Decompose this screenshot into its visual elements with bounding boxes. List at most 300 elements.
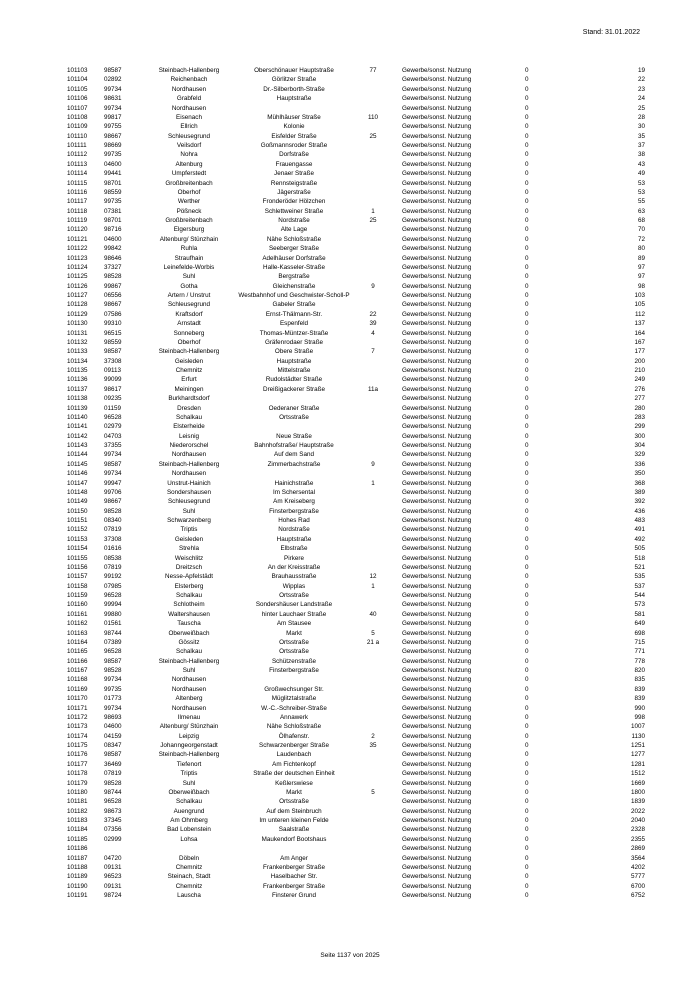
city-cell: Erfurt <box>181 376 197 384</box>
area-cell: 436 <box>634 507 645 515</box>
street-cell: Schwarzenberger Straße <box>259 742 329 749</box>
zero-cell: 0 <box>525 582 529 590</box>
area-cell: 990 <box>634 704 645 712</box>
house-number-cell <box>354 338 392 347</box>
area-cell: 249 <box>634 376 645 384</box>
id-cell: 101179 <box>67 779 88 787</box>
table-row <box>63 291 645 300</box>
plz-cell: 07381 <box>104 207 122 215</box>
street-cell: Gabeler Straße <box>272 301 316 309</box>
usage-cell: Gewerbe/sonst. Nutzung <box>402 329 472 337</box>
id-cell: 101121 <box>67 235 88 243</box>
city-cell: Geisleden <box>174 535 204 543</box>
zero-cell: 0 <box>525 273 529 281</box>
city-cell: Triptis <box>180 770 198 778</box>
house-number-cell: 4 <box>371 329 375 337</box>
house-number-cell <box>354 507 392 516</box>
id-cell: 101118 <box>67 207 88 215</box>
zero-cell: 0 <box>525 376 529 384</box>
area-cell: 491 <box>634 526 645 534</box>
id-cell: 101187 <box>67 854 88 862</box>
plz-cell: 96523 <box>104 873 122 881</box>
table-body <box>63 66 645 900</box>
street-cell: Rennsteigstraße <box>270 179 318 187</box>
plz-cell: 98716 <box>104 226 122 234</box>
house-number-cell <box>354 704 392 713</box>
city-cell: Johanngeorgenstadt <box>160 742 218 749</box>
street-cell: Auf dem Sand <box>274 451 314 459</box>
house-number-cell <box>354 779 392 788</box>
usage-cell: Gewerbe/sonst. Nutzung <box>402 545 472 553</box>
usage-cell: Gewerbe/sonst. Nutzung <box>402 310 472 318</box>
city-cell: Oberhof <box>177 338 201 346</box>
area-cell: 177 <box>634 348 645 356</box>
plz-cell: 99310 <box>104 320 122 328</box>
house-number-cell <box>354 357 392 366</box>
city-cell: Ellrich <box>180 123 198 131</box>
property-table <box>63 66 645 900</box>
plz-cell: 07985 <box>104 582 122 590</box>
street-cell: Eisfelder Straße <box>271 132 317 140</box>
table-row <box>63 85 645 94</box>
plz-cell: 99735 <box>104 198 122 206</box>
city-cell: Schlotheim <box>173 601 205 609</box>
street-cell: Rudolstädter Straße <box>265 376 323 384</box>
usage-cell: Gewerbe/sonst. Nutzung <box>402 67 472 74</box>
usage-cell: Gewerbe/sonst. Nutzung <box>402 535 472 543</box>
table-row <box>63 760 645 769</box>
id-cell: 101169 <box>67 685 88 693</box>
zero-cell: 0 <box>525 470 529 478</box>
area-cell: 35 <box>637 132 645 140</box>
zero-cell: 0 <box>525 85 529 93</box>
table-row <box>63 216 645 225</box>
usage-cell: Gewerbe/sonst. Nutzung <box>402 695 472 703</box>
area-cell: 299 <box>634 423 645 431</box>
street-cell: Nordstraße <box>278 526 310 534</box>
street-cell: Laudenbach <box>276 751 312 759</box>
street-cell: Ortsstraße <box>279 798 309 806</box>
zero-cell: 0 <box>525 648 529 656</box>
area-cell: 715 <box>634 638 645 646</box>
street-cell: Nordstraße <box>278 217 310 224</box>
table-row <box>63 694 645 703</box>
area-cell: 1669 <box>630 779 645 787</box>
usage-cell: Gewerbe/sonst. Nutzung <box>402 348 472 356</box>
usage-cell: Gewerbe/sonst. Nutzung <box>402 892 472 899</box>
usage-cell: Gewerbe/sonst. Nutzung <box>402 254 472 262</box>
street-cell <box>234 394 354 403</box>
id-cell: 101132 <box>67 338 88 346</box>
street-cell: Straße der deutschen Einheit <box>253 770 335 778</box>
area-cell: 537 <box>634 582 645 590</box>
usage-cell: Gewerbe/sonst. Nutzung <box>402 648 472 656</box>
plz-cell: 99755 <box>104 123 122 131</box>
zero-cell: 0 <box>525 226 529 234</box>
city-cell: Steinbach-Hallenberg <box>158 751 220 759</box>
table-row <box>63 525 645 534</box>
area-cell: 1130 <box>631 732 645 740</box>
street-cell: Bergstraße <box>278 273 310 281</box>
zero-cell: 0 <box>525 357 529 365</box>
area-cell: 276 <box>634 385 645 393</box>
table-row <box>63 479 645 488</box>
zero-cell: 0 <box>525 67 529 74</box>
house-number-cell <box>354 647 392 656</box>
id-cell: 101119 <box>67 217 88 224</box>
area-cell: 38 <box>637 151 645 159</box>
plz-cell: 04600 <box>104 160 122 168</box>
city-cell: Sondershausen <box>166 488 212 496</box>
area-cell: 389 <box>634 488 645 496</box>
zero-cell: 0 <box>525 563 529 571</box>
table-row <box>63 75 645 84</box>
area-cell: 998 <box>634 713 645 721</box>
usage-cell: Gewerbe/sonst. Nutzung <box>402 620 472 628</box>
street-cell: Markt <box>286 629 302 637</box>
table-row <box>63 497 645 506</box>
id-cell: 101106 <box>67 95 88 103</box>
zero-cell: 0 <box>525 385 529 393</box>
table-row <box>63 591 645 600</box>
city-cell: Elgersburg <box>173 226 205 234</box>
table-row <box>63 722 645 731</box>
area-cell: 2022 <box>630 807 645 815</box>
zero-cell: 0 <box>525 254 529 262</box>
city-cell: Triptis <box>180 526 198 534</box>
city-cell: Kraftsdorf <box>175 310 203 318</box>
id-cell: 101124 <box>67 263 88 271</box>
zero-cell: 0 <box>525 882 529 890</box>
city-cell: Suhl <box>182 273 196 281</box>
area-cell: 23 <box>637 85 645 93</box>
table-row <box>63 179 645 188</box>
id-cell: 101190 <box>67 882 88 890</box>
city-cell: Oberweißbach <box>168 629 210 637</box>
id-cell: 101158 <box>67 582 88 590</box>
street-cell: Im Schersental <box>273 488 315 496</box>
house-number-cell <box>354 179 392 188</box>
house-number-cell <box>354 554 392 563</box>
house-number-cell <box>354 141 392 150</box>
house-number-cell <box>354 619 392 628</box>
street-cell: Hohes Rad <box>278 517 310 524</box>
id-cell: 101163 <box>67 629 88 637</box>
usage-cell: Gewerbe/sonst. Nutzung <box>402 667 472 674</box>
plz-cell: 01773 <box>104 695 122 703</box>
street-cell: Großwechsunger Str. <box>264 685 324 693</box>
zero-cell: 0 <box>525 413 529 421</box>
table-row <box>63 891 645 900</box>
city-cell: Ruhla <box>180 245 198 253</box>
zero-cell: 0 <box>525 845 529 853</box>
street-cell: Am Kreiseberg <box>273 498 315 506</box>
house-number-cell <box>354 254 392 263</box>
id-cell: 101160 <box>67 601 88 609</box>
house-number-cell: 12 <box>369 573 377 581</box>
house-number-cell: 2 <box>371 732 375 740</box>
house-number-cell <box>354 413 392 422</box>
table-row <box>63 432 645 441</box>
zero-cell: 0 <box>525 320 529 328</box>
usage-cell: Gewerbe/sonst. Nutzung <box>402 85 472 93</box>
zero-cell: 0 <box>525 301 529 309</box>
street-cell: Oberschönauer Hauptstraße <box>254 67 334 74</box>
zero-cell: 0 <box>525 760 529 768</box>
plz-cell: 99734 <box>104 704 122 712</box>
plz-cell: 99994 <box>104 601 122 609</box>
zero-cell: 0 <box>525 329 529 337</box>
id-cell: 101148 <box>67 488 88 496</box>
plz-cell: 98673 <box>104 807 122 815</box>
usage-cell: Gewerbe/sonst. Nutzung <box>402 470 472 478</box>
usage-cell: Gewerbe/sonst. Nutzung <box>402 395 472 403</box>
street-cell: Jägerstraße <box>277 188 311 196</box>
plz-cell: 99099 <box>104 376 122 384</box>
table-row <box>63 254 645 263</box>
plz-cell: 09131 <box>104 882 122 890</box>
area-cell: 1800 <box>630 788 645 796</box>
street-cell: Am Stausee <box>276 620 312 628</box>
table-row <box>63 779 645 788</box>
id-cell: 101171 <box>67 704 88 712</box>
table-row <box>63 863 645 872</box>
city-cell: Steinbach-Hallenberg <box>158 348 220 356</box>
table-row <box>63 282 645 291</box>
table-row <box>63 460 645 469</box>
plz-cell: 96528 <box>104 648 122 656</box>
zero-cell: 0 <box>525 507 529 515</box>
usage-cell: Gewerbe/sonst. Nutzung <box>402 198 472 206</box>
usage-cell: Gewerbe/sonst. Nutzung <box>402 629 472 637</box>
area-cell: 535 <box>634 573 645 581</box>
table-row <box>63 235 645 244</box>
zero-cell: 0 <box>525 657 529 665</box>
area-cell: 6752 <box>630 892 645 899</box>
plz-cell: 98744 <box>104 629 122 637</box>
city-cell: Elsterberg <box>174 582 204 590</box>
city-cell: Steinbach-Hallenberg <box>158 657 220 665</box>
area-cell: 112 <box>634 310 645 318</box>
table-row <box>63 516 645 525</box>
id-cell: 101178 <box>67 770 88 778</box>
street-cell: Pirkere <box>284 554 304 562</box>
plz-cell: 99867 <box>104 282 122 290</box>
table-row <box>63 188 645 197</box>
zero-cell: 0 <box>525 207 529 215</box>
city-cell: Schleusegrund <box>167 132 210 140</box>
id-cell: 101112 <box>67 151 88 159</box>
house-number-cell <box>354 441 392 450</box>
plz-cell: 98559 <box>104 338 122 346</box>
table-row <box>63 207 645 216</box>
city-cell: Nordhausen <box>171 104 207 112</box>
table-row <box>63 338 645 347</box>
table-row <box>63 357 645 366</box>
street-cell: Hauptstraße <box>276 535 312 543</box>
page-number: Seite 1137 von 2025 <box>320 952 380 959</box>
plz-cell: 98587 <box>104 751 122 759</box>
usage-cell: Gewerbe/sonst. Nutzung <box>402 385 472 393</box>
house-number-cell <box>354 272 392 281</box>
city-cell: Waltershausen <box>168 610 210 618</box>
plz-cell: 99734 <box>104 676 122 684</box>
plz-cell: 37345 <box>104 817 122 824</box>
area-cell: 483 <box>634 517 645 524</box>
id-cell: 101128 <box>67 301 88 309</box>
id-cell: 101146 <box>67 470 88 478</box>
house-number-cell <box>354 882 392 891</box>
table-row <box>63 244 645 253</box>
city-cell: Reichenbach <box>170 76 208 84</box>
street-cell: Frauengasse <box>275 160 313 168</box>
house-number-cell <box>354 675 392 684</box>
id-cell: 101144 <box>67 451 88 459</box>
area-cell: 210 <box>634 367 645 374</box>
city-cell: Strehla <box>179 545 199 553</box>
zero-cell: 0 <box>525 695 529 703</box>
house-number-cell: 9 <box>371 282 375 290</box>
street-cell: Haselbacher Str. <box>270 873 318 881</box>
house-number-cell: 39 <box>369 320 377 328</box>
id-cell: 101173 <box>67 723 88 731</box>
street-cell: Schützenstraße <box>271 657 317 665</box>
id-cell: 101114 <box>67 170 88 178</box>
area-cell: 835 <box>634 676 645 684</box>
area-cell: 839 <box>634 695 645 703</box>
usage-cell: Gewerbe/sonst. Nutzung <box>402 451 472 459</box>
plz-cell: 07356 <box>104 826 122 834</box>
zero-cell: 0 <box>525 423 529 431</box>
zero-cell: 0 <box>525 160 529 168</box>
area-cell: 97 <box>637 263 645 271</box>
usage-cell: Gewerbe/sonst. Nutzung <box>402 76 472 84</box>
house-number-cell <box>354 300 392 309</box>
table-row <box>63 816 645 825</box>
house-number-cell <box>354 169 392 178</box>
zero-cell: 0 <box>525 151 529 159</box>
zero-cell: 0 <box>525 732 529 740</box>
zero-cell: 0 <box>525 535 529 543</box>
zero-cell: 0 <box>525 788 529 796</box>
id-cell: 101130 <box>67 320 88 328</box>
city-cell: Veilsdorf <box>176 142 202 149</box>
usage-cell: Gewerbe/sonst. Nutzung <box>402 207 472 215</box>
city-cell <box>144 844 234 853</box>
city-cell: Geisleden <box>174 357 204 365</box>
city-cell: Nordhausen <box>171 470 207 478</box>
usage-cell: Gewerbe/sonst. Nutzung <box>402 151 472 159</box>
street-cell: Ortsstraße <box>279 592 309 599</box>
street-cell: hinter Lauchaer Straße <box>261 610 327 618</box>
area-cell: 55 <box>637 198 645 206</box>
street-cell: Frankenberger Straße <box>263 863 325 871</box>
area-cell: 304 <box>634 442 645 449</box>
plz-cell: 99735 <box>104 151 122 159</box>
house-number-cell <box>354 516 392 525</box>
usage-cell: Gewerbe/sonst. Nutzung <box>402 179 472 187</box>
city-cell: Steinbach-Hallenberg <box>158 460 220 468</box>
plz-cell: 98559 <box>104 188 122 196</box>
street-cell: Dorfstraße <box>279 151 309 159</box>
usage-cell: Gewerbe/sonst. Nutzung <box>402 367 472 374</box>
house-number-cell: 110 <box>367 113 379 121</box>
street-cell: Espenfeld <box>279 320 308 328</box>
zero-cell: 0 <box>525 310 529 318</box>
house-number-cell <box>354 94 392 103</box>
id-cell: 101186 <box>67 845 88 853</box>
table-row <box>63 732 645 741</box>
usage-cell: Gewerbe/sonst. Nutzung <box>402 282 472 290</box>
house-number-cell: 22 <box>369 310 377 318</box>
street-cell: Zimmerbachstraße <box>267 460 321 468</box>
plz-cell: 96528 <box>104 798 122 806</box>
area-cell: 2040 <box>630 817 645 824</box>
plz-cell: 04703 <box>104 432 122 440</box>
street-cell: Annawerk <box>279 713 308 721</box>
house-number-cell: 77 <box>369 67 377 74</box>
table-row <box>63 404 645 413</box>
usage-cell: Gewerbe/sonst. Nutzung <box>402 245 472 253</box>
city-cell: Oberhof <box>177 188 201 196</box>
usage-cell: Gewerbe/sonst. Nutzung <box>402 301 472 309</box>
street-cell: Thomas-Müntzer-Straße <box>259 329 329 337</box>
street-cell: Gleichenstraße <box>272 282 316 290</box>
zero-cell: 0 <box>525 526 529 534</box>
table-row <box>63 507 645 516</box>
area-cell: 280 <box>634 404 645 412</box>
zero-cell: 0 <box>525 479 529 487</box>
area-cell: 49 <box>637 170 645 178</box>
city-cell: Weischlitz <box>174 554 204 562</box>
house-number-cell <box>354 563 392 572</box>
plz-cell: 99817 <box>104 113 122 121</box>
zero-cell: 0 <box>525 488 529 496</box>
house-number-cell <box>354 872 392 881</box>
house-number-cell <box>354 366 392 375</box>
street-cell: Seeberger Straße <box>268 245 320 253</box>
table-row <box>63 122 645 131</box>
area-cell: 649 <box>634 620 645 628</box>
plz-cell: 01616 <box>104 545 122 553</box>
table-row <box>63 535 645 544</box>
table-row <box>63 854 645 863</box>
id-cell: 101159 <box>67 592 88 599</box>
id-cell: 101180 <box>67 788 88 796</box>
usage-cell: Gewerbe/sonst. Nutzung <box>402 226 472 234</box>
usage-cell: Gewerbe/sonst. Nutzung <box>402 554 472 562</box>
plz-cell: 99192 <box>104 573 122 581</box>
usage-cell: Gewerbe/sonst. Nutzung <box>402 723 472 731</box>
id-cell: 101120 <box>67 226 88 234</box>
house-number-cell <box>354 197 392 206</box>
city-cell: Nesse-Apfelstädt <box>165 573 213 581</box>
city-cell: Chemnitz <box>175 863 203 871</box>
zero-cell: 0 <box>525 517 529 524</box>
house-number-cell: 1 <box>371 207 375 215</box>
id-cell: 101133 <box>67 348 88 356</box>
zero-cell: 0 <box>525 835 529 843</box>
street-cell: Westbahnhof und Geschwister-Scholl-P <box>238 292 350 299</box>
city-cell: Arnstadt <box>177 320 201 328</box>
usage-cell: Gewerbe/sonst. Nutzung <box>402 376 472 384</box>
zero-cell: 0 <box>525 620 529 628</box>
usage-cell: Gewerbe/sonst. Nutzung <box>402 357 472 365</box>
street-cell: Oederaner Straße <box>268 404 320 412</box>
table-row <box>63 685 645 694</box>
zero-cell: 0 <box>525 132 529 140</box>
zero-cell: 0 <box>525 704 529 712</box>
